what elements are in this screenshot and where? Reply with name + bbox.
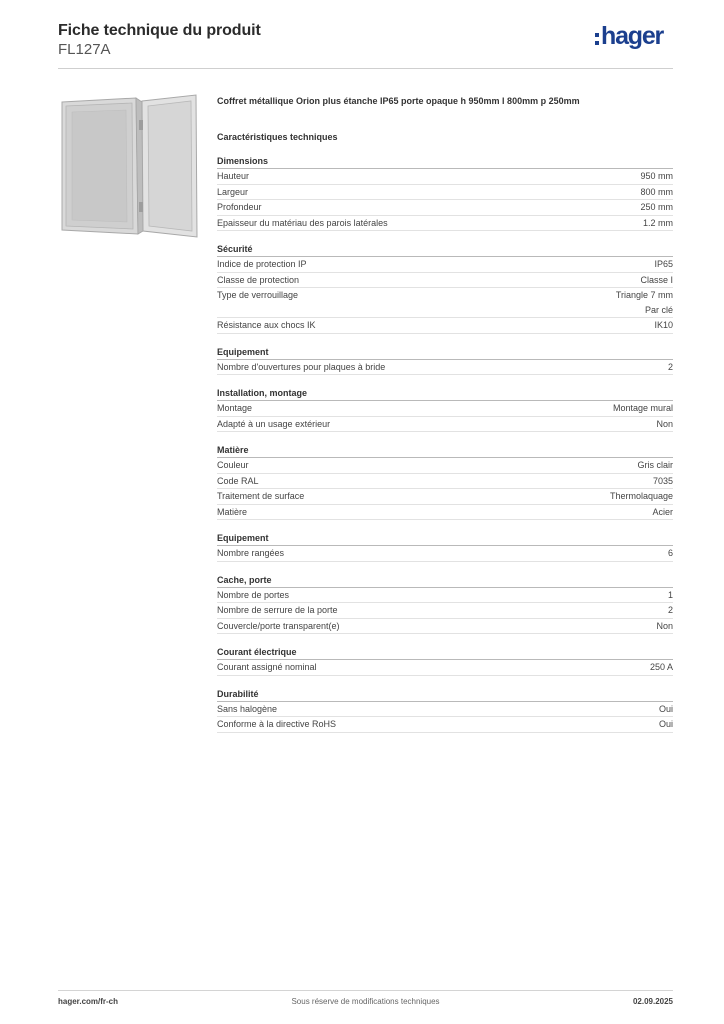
spec-value: 2 <box>667 361 673 372</box>
spec-label: Résistance aux chocs IK <box>217 320 316 330</box>
spec-row <box>217 702 673 718</box>
characteristics-sections <box>217 155 673 733</box>
spec-value: Oui <box>658 719 673 729</box>
spec-label: Hauteur <box>217 171 250 181</box>
section-title: Matière <box>217 444 673 458</box>
spec-label: Courant assigné nominal <box>217 662 317 672</box>
footer-notice: Sous réserve de modifications techniques <box>291 997 440 1006</box>
spec-row <box>217 588 673 604</box>
spec-label: Nombre de serrure de la porte <box>217 605 338 615</box>
spec-row <box>217 216 673 232</box>
section-title: Equipement <box>217 346 673 360</box>
product-content <box>217 95 673 733</box>
spec-label: Traitement de surface <box>217 491 305 501</box>
spec-label: Couvercle/porte transparent(e) <box>217 620 340 631</box>
spec-row <box>217 660 673 676</box>
spec-label: Sans halogène <box>217 703 278 714</box>
product-image <box>58 94 203 239</box>
spec-row <box>217 458 673 474</box>
spec-row <box>217 417 673 433</box>
spec-label: Profondeur <box>217 202 262 212</box>
spec-row <box>217 257 673 273</box>
spec-label: Couleur <box>217 460 249 470</box>
spec-value: Non <box>656 620 673 631</box>
spec-row <box>217 401 673 417</box>
spec-value: 1.2 mm <box>642 217 673 228</box>
spec-row <box>217 273 673 289</box>
spec-value: Triangle 7 mm Par clé <box>615 290 673 315</box>
spec-label: Code RAL <box>217 475 259 486</box>
spec-value: 7035 <box>652 475 673 486</box>
spec-value: 6 <box>667 548 673 558</box>
logo-dots-icon <box>595 33 599 49</box>
spec-label: Largeur <box>217 186 249 197</box>
product-reference: FL127A <box>58 41 111 58</box>
spec-value: Acier <box>652 506 673 517</box>
spec-value: Gris clair <box>637 460 673 470</box>
spec-label: Matière <box>217 506 248 517</box>
spec-label: Epaisseur du matériau des parois latérales <box>217 217 388 228</box>
spec-row <box>217 546 673 562</box>
spec-value: Non <box>656 418 673 429</box>
header-divider <box>58 68 673 69</box>
spec-row <box>217 169 673 185</box>
spec-value: 950 mm <box>640 171 673 181</box>
section-title: Dimensions <box>217 155 673 169</box>
spec-label: Nombre rangées <box>217 548 285 558</box>
spec-row <box>217 603 673 619</box>
spec-value: Oui <box>658 703 673 714</box>
spec-row <box>217 288 673 318</box>
section <box>217 346 673 376</box>
spec-value: IP65 <box>654 259 673 269</box>
spec-label: Nombre de portes <box>217 589 290 600</box>
spec-value: Montage mural <box>612 403 673 413</box>
spec-row <box>217 318 673 334</box>
spec-value: 1 <box>667 589 673 600</box>
spec-value: Classe I <box>640 274 673 285</box>
spec-row <box>217 505 673 521</box>
section <box>217 387 673 432</box>
section-title: Cache, porte <box>217 574 673 588</box>
section <box>217 688 673 733</box>
page-title: Fiche technique du produit <box>58 22 261 39</box>
footer-divider <box>58 990 673 991</box>
spec-label: Adapté à un usage extérieur <box>217 418 331 429</box>
section-title: Sécurité <box>217 243 673 257</box>
footer-website[interactable]: hager.com/fr-ch <box>58 997 119 1006</box>
spec-label: Nombre d'ouvertures pour plaques à bride <box>217 361 386 372</box>
footer-date: 02.09.2025 <box>632 997 673 1006</box>
section <box>217 155 673 231</box>
spec-row <box>217 200 673 216</box>
section <box>217 444 673 520</box>
section-title: Durabilité <box>217 688 673 702</box>
spec-row <box>217 360 673 376</box>
product-description: Coffret métallique Orion plus étanche IP65 porte opaque h 950mm l 800mm p 250mm <box>217 96 580 106</box>
spec-label: Indice de protection IP <box>217 259 307 269</box>
spec-value: 250 mm <box>640 202 673 212</box>
spec-row <box>217 717 673 733</box>
characteristics-title: Caractéristiques techniques <box>217 132 338 142</box>
section <box>217 646 673 676</box>
spec-row <box>217 619 673 635</box>
section <box>217 532 673 562</box>
spec-value: 2 <box>667 605 673 615</box>
section <box>217 243 673 334</box>
spec-value: 800 mm <box>640 186 673 197</box>
spec-label: Montage <box>217 403 253 413</box>
spec-row <box>217 489 673 505</box>
spec-value: Thermolaquage <box>609 491 673 501</box>
hager-logo <box>595 22 677 56</box>
spec-row <box>217 474 673 490</box>
spec-row <box>217 185 673 201</box>
spec-value: 250 A <box>649 662 673 672</box>
page-header <box>58 22 261 59</box>
section-title: Equipement <box>217 532 673 546</box>
section-title: Installation, montage <box>217 387 673 401</box>
spec-value: IK10 <box>654 320 673 330</box>
spec-label: Type de verrouillage <box>217 290 299 300</box>
spec-label: Classe de protection <box>217 274 300 285</box>
logo-text: hager <box>601 22 664 50</box>
spec-label: Conforme à la directive RoHS <box>217 719 337 729</box>
section <box>217 574 673 635</box>
section-title: Courant électrique <box>217 646 673 660</box>
metal-enclosure-icon <box>58 94 203 239</box>
